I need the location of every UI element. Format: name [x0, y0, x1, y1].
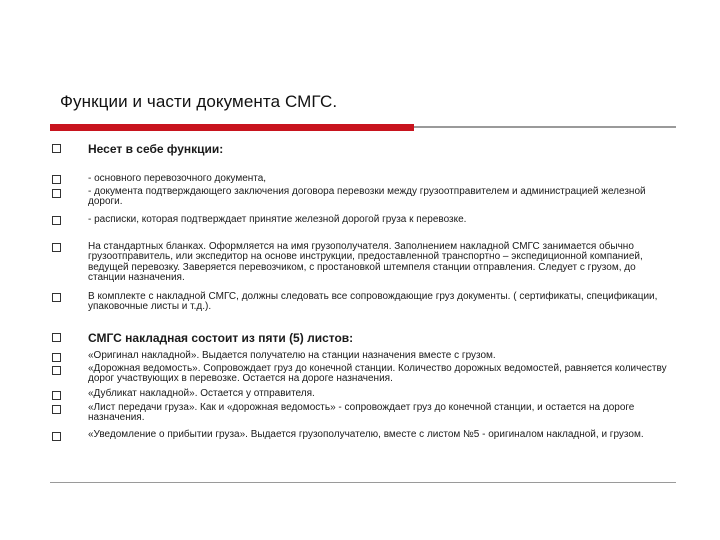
list-item: «Лист передачи груза». Как и «дорожная ведомость» - сопровождает груз до конечной станции, и остается на дороге назначения.	[88, 402, 635, 424]
list-item: «Дорожная ведомость». Сопровождает груз до конечной станции. Количество дорожных ведомостей, равняется количеству дорог участвующих в перевозке. Остается на дороге назначения.	[88, 363, 667, 385]
list-item: «Оригинал накладной». Выдается получателю на станции назначения вместе с грузом.	[88, 350, 496, 361]
list-item: На стандартных бланках. Оформляется на имя грузополучателя. Заполнением накладной СМГС занимается обычно грузоотправитель, или экспедитор на основе инструкции, предоставленной транспортно – экспедиционной компанией, ведущей перевозку. Заверяется перевозчиком, с простановкой штемпеля станции отправления. Следует с грузом, до станции назначения.	[88, 241, 643, 284]
list-item: - расписки, которая подтверждает принятие железной дорогой груза к перевозке.	[88, 214, 467, 225]
bullet-square-icon	[52, 391, 61, 400]
bullet-square-icon	[52, 432, 61, 441]
slide-title: Функции и части документа СМГС.	[60, 92, 338, 111]
list-item: СМГС накладная состоит из пяти (5) листов:	[88, 331, 354, 345]
list-item: Несет в себе функции:	[88, 142, 224, 156]
bullet-square-icon	[52, 243, 61, 252]
bullet-square-icon	[52, 216, 61, 225]
bullet-square-icon	[52, 333, 61, 342]
bullet-square-icon	[52, 366, 61, 375]
list-item: - основного перевозочного документа,	[88, 173, 267, 184]
list-item: «Уведомление о прибытии груза». Выдается грузополучателю, вместе с листом №5 - оригиналом накладной, и грузом.	[88, 429, 644, 440]
bullet-square-icon	[52, 353, 61, 362]
list-item: - документа подтверждающего заключения договора перевозки между грузоотправителем и администрацией железной дороги.	[88, 186, 646, 208]
bullet-square-icon	[52, 144, 61, 153]
list-item: «Дубликат накладной». Остается у отправителя.	[88, 388, 315, 399]
bullet-square-icon	[52, 175, 61, 184]
bottom-divider-line	[50, 482, 676, 483]
bullet-square-icon	[52, 189, 61, 198]
list-item: В комплекте с накладной СМГС, должны следовать все сопровождающие груз документы. ( сертификаты, спецификации, упаковочные листы и т.д.).	[88, 291, 658, 313]
bullet-square-icon	[52, 405, 61, 414]
bullet-square-icon	[52, 293, 61, 302]
